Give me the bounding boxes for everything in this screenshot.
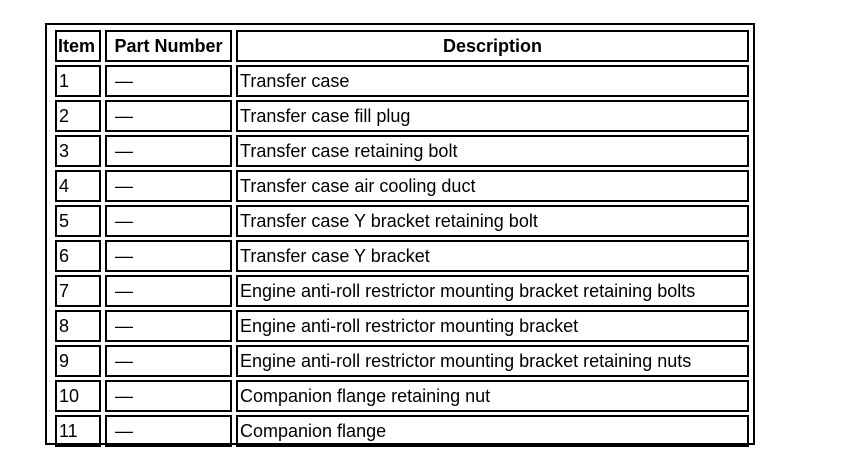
part-number-cell: — <box>105 310 232 342</box>
part-number-cell: — <box>105 275 232 307</box>
part-number-cell: — <box>105 415 232 447</box>
table-row <box>55 100 749 132</box>
description-cell: Transfer case Y bracket retaining bolt <box>236 205 749 237</box>
description-cell: Companion flange retaining nut <box>236 380 749 412</box>
description-cell: Transfer case retaining bolt <box>236 135 749 167</box>
description-cell: Transfer case air cooling duct <box>236 170 749 202</box>
part-number-cell: — <box>105 135 232 167</box>
parts-table-frame <box>45 23 755 445</box>
item-cell: 5 <box>55 205 101 237</box>
item-cell: 1 <box>55 65 101 97</box>
description-cell: Engine anti-roll restrictor mounting bracket retaining nuts <box>236 345 749 377</box>
header-row <box>55 30 749 62</box>
item-cell: 8 <box>55 310 101 342</box>
table-row <box>55 170 749 202</box>
description-cell: Transfer case fill plug <box>236 100 749 132</box>
header-item: Item <box>55 30 101 62</box>
table-row <box>55 380 749 412</box>
header-description: Description <box>236 30 749 62</box>
part-number-cell: — <box>105 345 232 377</box>
part-number-cell: — <box>105 205 232 237</box>
description-cell: Engine anti-roll restrictor mounting bracket retaining bolts <box>236 275 749 307</box>
description-cell: Transfer case <box>236 65 749 97</box>
table-row <box>55 415 749 447</box>
description-cell: Engine anti-roll restrictor mounting bracket <box>236 310 749 342</box>
header-part-number: Part Number <box>105 30 232 62</box>
table-row <box>55 345 749 377</box>
part-number-cell: — <box>105 100 232 132</box>
parts-table <box>51 27 753 450</box>
table-row <box>55 65 749 97</box>
item-cell: 6 <box>55 240 101 272</box>
part-number-cell: — <box>105 65 232 97</box>
item-cell: 3 <box>55 135 101 167</box>
description-cell: Transfer case Y bracket <box>236 240 749 272</box>
part-number-cell: — <box>105 170 232 202</box>
table-row <box>55 205 749 237</box>
table-row <box>55 275 749 307</box>
item-cell: 4 <box>55 170 101 202</box>
table-row <box>55 310 749 342</box>
item-cell: 9 <box>55 345 101 377</box>
description-cell: Companion flange <box>236 415 749 447</box>
item-cell: 10 <box>55 380 101 412</box>
part-number-cell: — <box>105 240 232 272</box>
item-cell: 7 <box>55 275 101 307</box>
table-row <box>55 240 749 272</box>
item-cell: 11 <box>55 415 101 447</box>
part-number-cell: — <box>105 380 232 412</box>
item-cell: 2 <box>55 100 101 132</box>
table-row <box>55 135 749 167</box>
